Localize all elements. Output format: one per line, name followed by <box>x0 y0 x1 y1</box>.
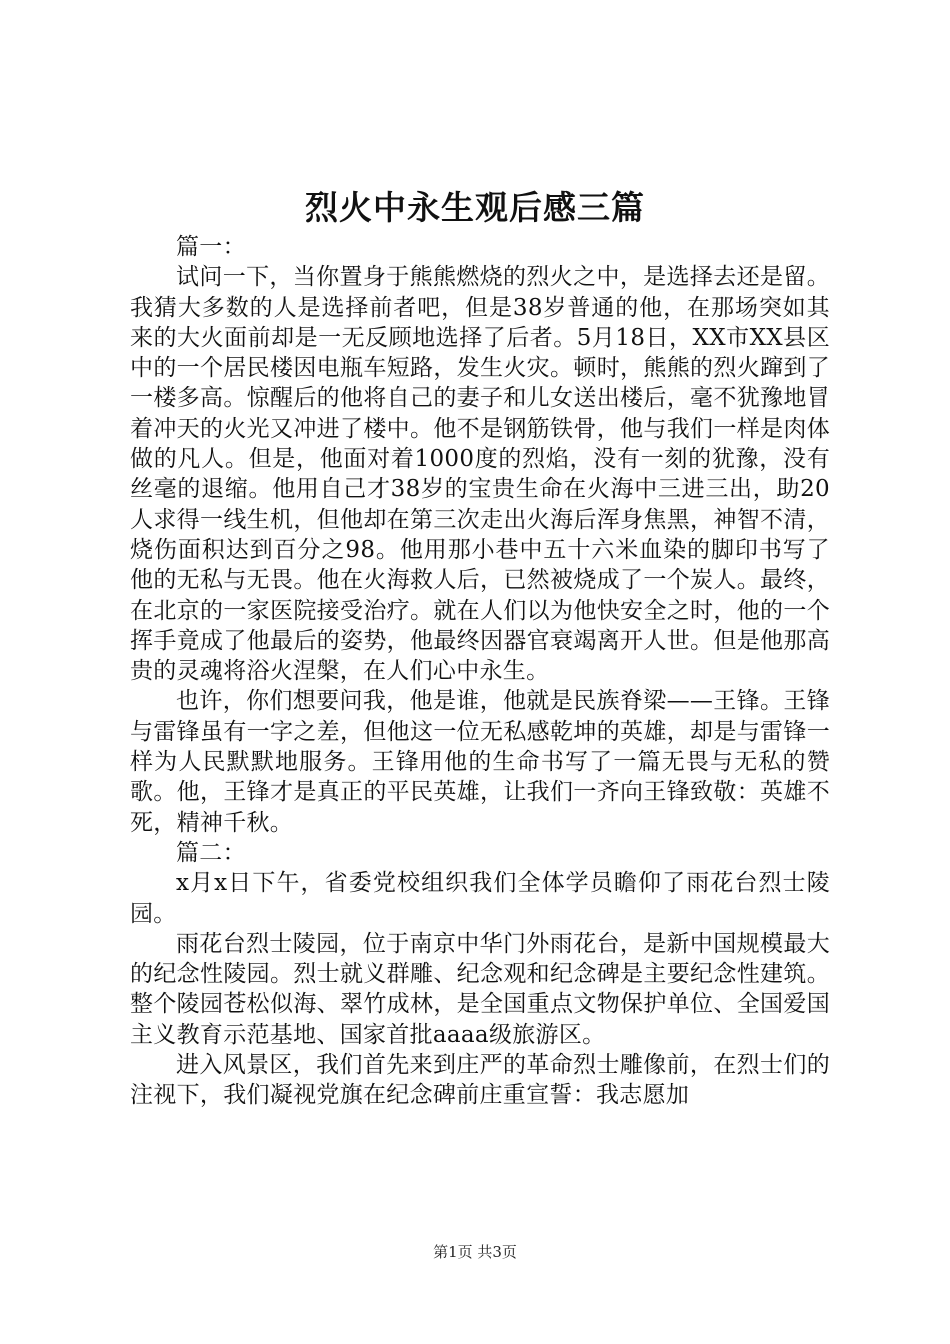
page-number-footer: 第1页 共3页 <box>433 1243 517 1261</box>
body-paragraph: 试问一下，当你置身于熊熊燃烧的烈火之中，是选择去还是留。我猜大多数的人是选择前者吧，但是38岁普通的他，在那场突如其来的大火面前却是一无反顾地选择了后者。5月18日，XX市XX县区中的一个居民楼因电瓶车短路，发生火灾。顿时，熊熊的烈火蹿到了一楼多高。惊醒后的他将自己的妻子和儿女送出楼后，毫不犹豫地冒着冲天的火光又冲进了楼中。他不是钢筋铁骨，他与我们一样是肉体做的凡人。但是，他面对着1000度的烈焰，没有一刻的犹豫，没有丝毫的退缩。他用自己才38岁的宝贵生命在火海中三进三出，助20人求得一线生机，但他却在第三次走出火海后浑身焦黑，神智不清，烧伤面积达到百分之98。他用那小巷中五十六米血染的脚印书写了他的无私与无畏。他在火海救人后，已然被烧成了一个炭人。最终，在北京的一家医院接受治疗。就在人们以为他快安全之时，他的一个挥手竟成了他最后的姿势，他最终因器官衰竭离开人世。但是他那高贵的灵魂将浴火涅槃，在人们心中永生。 <box>130 264 830 685</box>
body-paragraph: 也许，你们想要问我，他是谁，他就是民族脊梁——王锋。王锋与雷锋虽有一字之差，但他这一位无私感乾坤的英雄，却是与雷锋一样为人民默默地服务。王锋用他的生命书写了一篇无畏与无私的赞歌。他，王锋才是真正的平民英雄，让我们一齐向王锋致敬：英雄不死，精神千秋。 <box>130 688 830 836</box>
body-paragraph: 进入风景区，我们首先来到庄严的革命烈士雕像前，在烈士们的注视下，我们凝视党旗在纪念碑前庄重宣誓：我志愿加 <box>130 1052 830 1109</box>
section-heading-1: 篇一： <box>176 234 246 260</box>
document-body <box>130 232 830 1111</box>
body-paragraph: 雨花台烈士陵园，位于南京中华门外雨花台，是新中国规模最大的纪念性陵园。烈士就义群雕、纪念观和纪念碑是主要纪念性建筑。整个陵园苍松似海、翠竹成林，是全国重点文物保护单位、全国爱国主义教育示范基地、国家首批aaaa级旅游区。 <box>130 930 830 1048</box>
document-title: 烈火中永生观后感三篇 <box>305 188 645 227</box>
section-heading-2: 篇二： <box>176 839 246 866</box>
body-paragraph: x月x日下午，省委党校组织我们全体学员瞻仰了雨花台烈士陵园。 <box>130 870 830 927</box>
